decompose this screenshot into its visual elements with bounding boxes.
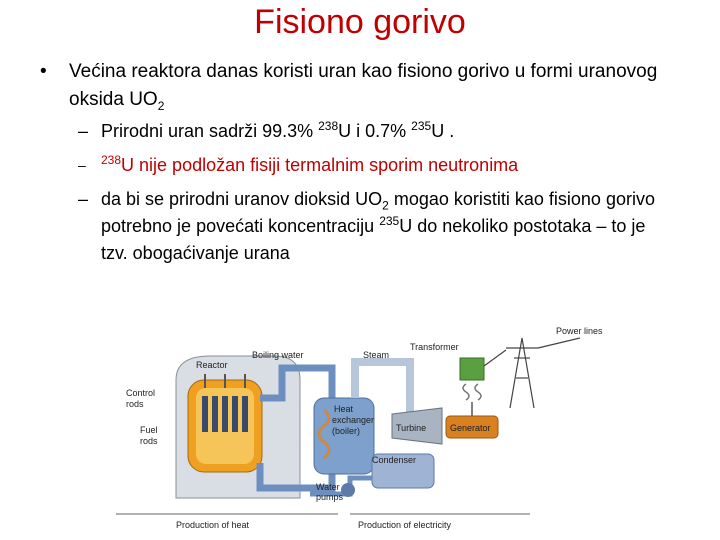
label-turbine: Turbine	[396, 423, 427, 433]
main-bullet-text: Većina reaktora danas koristi uran kao fisiono gorivo u formi uranovog oksida $UO_2$	[69, 61, 658, 113]
label-fuel-rods-2: rods	[140, 436, 158, 446]
power-pylon	[484, 338, 580, 408]
label-boiling-water: Boiling water	[252, 350, 304, 360]
label-control-rods-2: rods	[126, 399, 144, 409]
label-condenser: Condenser	[372, 455, 417, 465]
label-reactor: Reactor	[196, 360, 228, 370]
label-heat-exchanger-2: exchanger	[332, 415, 375, 425]
label-transformer: Transformer	[410, 342, 459, 352]
label-water-pumps-2: pumps	[316, 492, 344, 502]
subbullet-text: $^{238}$U nije podložan fisiji termalnim sporim neutronima	[101, 153, 519, 175]
subbullet-text: da bi se prirodni uranov dioksid $UO_2$ mogao koristiti kao fisiono gorivo potrebno je povećati koncentraciju $^{235}$U do nekoliko postotaka – to je tzv. obogaćivanje urana	[101, 189, 655, 263]
subbullet-text: Prirodni uran sadrži 99.3% $^{238}$U i 0.7% $^{235}$U .	[101, 119, 455, 141]
label-fuel-rods-1: Fuel	[140, 425, 158, 435]
label-steam: Steam	[363, 350, 390, 360]
label-water-pumps-1: Water	[316, 482, 340, 492]
subbullet-marker: –	[78, 189, 89, 209]
transformer	[460, 358, 484, 380]
nuclear-power-plant-diagram	[110, 318, 650, 536]
slide-title: Fisiono gorivo	[254, 3, 466, 41]
label-heat-exchanger-1: Heat	[334, 404, 354, 414]
subbullet-marker: –	[78, 157, 86, 173]
transformer-coils	[463, 384, 481, 400]
bullet-marker: •	[40, 61, 47, 82]
subbullet-marker: –	[78, 121, 89, 141]
water-pump	[341, 483, 355, 497]
label-production-heat: Production of heat	[176, 520, 250, 530]
label-production-electricity: Production of electricity	[358, 520, 452, 530]
label-heat-exchanger-3: (boiler)	[332, 426, 361, 436]
label-power-lines: Power lines	[556, 326, 603, 336]
label-control-rods-1: Control	[126, 388, 156, 398]
label-generator: Generator	[450, 423, 491, 433]
